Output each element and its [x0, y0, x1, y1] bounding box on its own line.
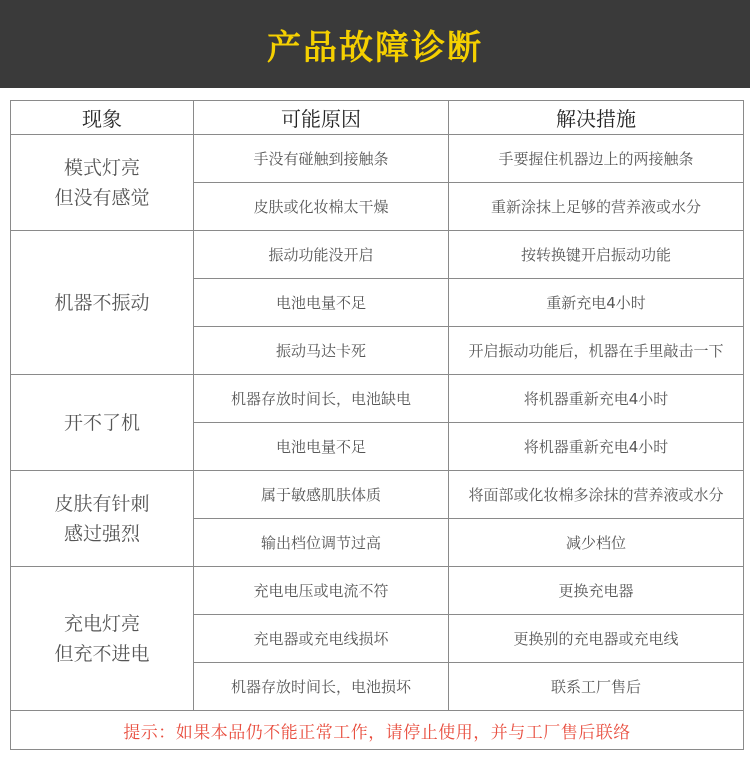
solution-cell: 重新涂抹上足够的营养液或水分: [449, 183, 744, 231]
solution-cell: 将机器重新充电4小时: [449, 423, 744, 471]
solution-cell: 开启振动功能后，机器在手里敲击一下: [449, 327, 744, 375]
symptom-line: 机器不振动: [54, 291, 150, 314]
title-banner: [0, 0, 750, 88]
cause-cell: 电池电量不足: [194, 423, 449, 471]
header-row: [11, 101, 744, 135]
symptom-line: 但没有感觉: [54, 186, 150, 209]
symptom-cell: [11, 375, 194, 471]
table-row: [11, 567, 744, 615]
symptom-line: 但充不进电: [54, 642, 150, 665]
cause-cell: 充电电压或电流不符: [194, 567, 449, 615]
solution-cell: 更换别的充电器或充电线: [449, 615, 744, 663]
page-title: 产品故障诊断: [267, 27, 483, 68]
solution-cell: 将面部或化妆棉多涂抹的营养液或水分: [449, 471, 744, 519]
symptom-cell: [11, 471, 194, 567]
solution-cell: 联系工厂售后: [449, 663, 744, 711]
symptom-cell: [11, 135, 194, 231]
symptom-cell: [11, 231, 194, 375]
symptom-line: 皮肤有针刺: [54, 492, 150, 515]
symptom-line: 模式灯亮: [63, 156, 140, 179]
cause-cell: 充电器或充电线损坏: [194, 615, 449, 663]
symptom-line: 充电灯亮: [63, 612, 140, 635]
header-symptom: 现象: [11, 101, 194, 135]
table-row: [11, 375, 744, 423]
cause-cell: 机器存放时间长，电池损坏: [194, 663, 449, 711]
header-cause: 可能原因: [194, 101, 449, 135]
cause-cell: 电池电量不足: [194, 279, 449, 327]
solution-cell: 减少档位: [449, 519, 744, 567]
table-row: [11, 135, 744, 183]
cause-cell: 属于敏感肌肤体质: [194, 471, 449, 519]
cause-cell: 皮肤或化妆棉太干燥: [194, 183, 449, 231]
cause-cell: 机器存放时间长，电池缺电: [194, 375, 449, 423]
table-row: [11, 231, 744, 279]
symptom-line: 开不了机: [63, 411, 140, 434]
header-solution: 解决措施: [449, 101, 744, 135]
cause-cell: 输出档位调节过高: [194, 519, 449, 567]
table-body: [11, 135, 744, 711]
solution-cell: 按转换键开启振动功能: [449, 231, 744, 279]
symptom-line: 感过强烈: [63, 522, 140, 545]
table-row: [11, 471, 744, 519]
solution-cell: 手要握住机器边上的两接触条: [449, 135, 744, 183]
diagnosis-table: [10, 100, 744, 750]
cause-cell: 手没有碰触到接触条: [194, 135, 449, 183]
cause-cell: 振动马达卡死: [194, 327, 449, 375]
symptom-cell: [11, 567, 194, 711]
footer-row: [11, 711, 744, 750]
solution-cell: 将机器重新充电4小时: [449, 375, 744, 423]
solution-cell: 重新充电4小时: [449, 279, 744, 327]
cause-cell: 振动功能没开启: [194, 231, 449, 279]
footer-note: 提示：如果本品仍不能正常工作，请停止使用，并与工厂售后联络: [11, 711, 744, 750]
solution-cell: 更换充电器: [449, 567, 744, 615]
